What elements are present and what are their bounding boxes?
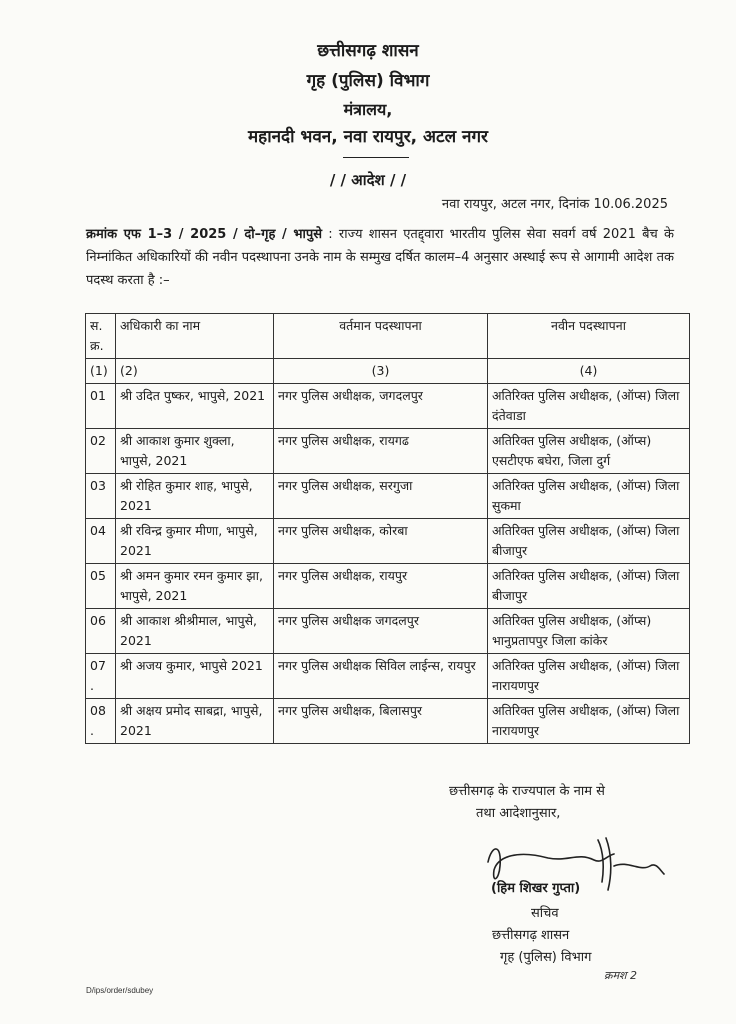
colnum-2: (2) — [116, 359, 274, 384]
page-continuation-marker: क्रमश 2 — [604, 969, 638, 982]
table-row — [86, 474, 690, 519]
file-reference: D/ips/order/sdubey — [86, 986, 154, 995]
table-row — [86, 609, 690, 654]
table-row — [86, 564, 690, 609]
cell-current-posting: नगर पुलिस अधीक्षक, जगदलपुर — [274, 384, 488, 429]
cell-sno: 08 . — [86, 699, 116, 744]
order-number: क्रमांक एफ 1–3 / 2025 / दो–गृह / भापुसे — [86, 227, 323, 242]
table-row — [86, 654, 690, 699]
cell-new-posting: अतिरिक्त पुलिस अधीक्षक, (ऑप्स) भानुप्रतापपुर जिला कांकेर — [488, 609, 690, 654]
transfer-table — [85, 313, 690, 744]
header-current-posting: वर्तमान पदस्थापना — [274, 314, 488, 359]
cell-current-posting: नगर पुलिस अधीक्षक, रायपुर — [274, 564, 488, 609]
place-date: नवा रायपुर, अटल नगर, दिनांक 10.06.2025 — [441, 197, 668, 212]
cell-new-posting: अतिरिक्त पुलिस अधीक्षक, (ऑप्स) जिला सुकमा — [488, 474, 690, 519]
cell-current-posting: नगर पुलिस अधीक्षक, कोरबा — [274, 519, 488, 564]
table-row — [86, 699, 690, 744]
cell-officer-name: श्री अजय कुमार, भापुसे 2021 — [116, 654, 274, 699]
header-officer-name: अधिकारी का नाम — [116, 314, 274, 359]
signatory-office-2: गृह (पुलिस) विभाग — [500, 950, 592, 965]
govt-name: छत्तीसगढ़ शासन — [317, 41, 419, 61]
table-row — [86, 384, 690, 429]
cell-sno: 04 — [86, 519, 116, 564]
cell-new-posting: अतिरिक्त पुलिस अधीक्षक, (ऑप्स) जिला बीजापुर — [488, 564, 690, 609]
ministry-label: मंत्रालय, — [343, 100, 393, 119]
cell-new-posting: अतिरिक्त पुलिस अधीक्षक, (ऑप्स) जिला नारायणपुर — [488, 699, 690, 744]
cell-sno: 01 — [86, 384, 116, 429]
table-row — [86, 519, 690, 564]
order-text: : राज्य शासन एतद्द्वारा भारतीय पुलिस सेवा सवर्ग वर्ष 2021 बैच के निम्नांकित अधिकारियों की नवीन पदस्थापना उनके नाम के सम्मुख दर्षित कालम–4 अनुसार अस्थाई रूप से आगामी आदेश तक पदस्थ करता है :– — [86, 227, 674, 288]
header-divider — [343, 157, 409, 158]
cell-sno: 06 — [86, 609, 116, 654]
header-new-posting: नवीन पदस्थापना — [488, 314, 690, 359]
cell-officer-name: श्री रोहित कुमार शाह, भापुसे, 2021 — [116, 474, 274, 519]
cell-officer-name: श्री अक्षय प्रमोद साबद्रा, भापुसे, 2021 — [116, 699, 274, 744]
cell-officer-name: श्री आकाश श्रीश्रीमाल, भापुसे, 2021 — [116, 609, 274, 654]
cell-new-posting: अतिरिक्त पुलिस अधीक्षक, (ऑप्स) जिला बीजापुर — [488, 519, 690, 564]
cell-new-posting: अतिरिक्त पुलिस अधीक्षक, (ऑप्स) जिला दंतेवाडा — [488, 384, 690, 429]
cell-current-posting: नगर पुलिस अधीक्षक जगदलपुर — [274, 609, 488, 654]
colnum-4: (4) — [488, 359, 690, 384]
cell-new-posting: अतिरिक्त पुलिस अधीक्षक, (ऑप्स) जिला नारायणपुर — [488, 654, 690, 699]
signatory-office-1: छत्तीसगढ़ शासन — [492, 928, 570, 943]
department-name: गृह (पुलिस) विभाग — [306, 71, 430, 91]
closing-line-1: छत्तीसगढ़ के राज्यपाल के नाम से — [449, 784, 605, 799]
cell-current-posting: नगर पुलिस अधीक्षक, रायगढ — [274, 429, 488, 474]
cell-sno: 03 — [86, 474, 116, 519]
colnum-1: (1) — [86, 359, 116, 384]
column-number-row — [86, 359, 690, 384]
colnum-3: (3) — [274, 359, 488, 384]
cell-officer-name: श्री उदित पुष्कर, भापुसे, 2021 — [116, 384, 274, 429]
cell-new-posting: अतिरिक्त पुलिस अधीक्षक, (ऑप्स) एसटीएफ बघेरा, जिला दुर्ग — [488, 429, 690, 474]
ministry-address: महानदी भवन, नवा रायपुर, अटल नगर — [248, 127, 488, 147]
cell-sno: 05 — [86, 564, 116, 609]
signatory-designation: सचिव — [531, 906, 559, 921]
cell-officer-name: श्री आकाश कुमार शुक्ला, भापुसे, 2021 — [116, 429, 274, 474]
signatory-name: (हिम शिखर गुप्ता) — [491, 881, 581, 896]
cell-current-posting: नगर पुलिस अधीक्षक, बिलासपुर — [274, 699, 488, 744]
cell-officer-name: श्री अमन कुमार रमन कुमार झा, भापुसे, 2021 — [116, 564, 274, 609]
cell-current-posting: नगर पुलिस अधीक्षक सिविल लाईन्स, रायपुर — [274, 654, 488, 699]
cell-current-posting: नगर पुलिस अधीक्षक, सरगुजा — [274, 474, 488, 519]
table-header-row — [86, 314, 690, 359]
cell-sno: 07 . — [86, 654, 116, 699]
header-sno: स. क्र. — [86, 314, 116, 359]
table-row — [86, 429, 690, 474]
cell-sno: 02 — [86, 429, 116, 474]
cell-officer-name: श्री रविन्द्र कुमार मीणा, भापुसे, 2021 — [116, 519, 274, 564]
order-title: / / आदेश / / — [329, 171, 407, 189]
order-paragraph — [86, 223, 674, 292]
closing-line-2: तथा आदेशानुसार, — [476, 806, 561, 821]
